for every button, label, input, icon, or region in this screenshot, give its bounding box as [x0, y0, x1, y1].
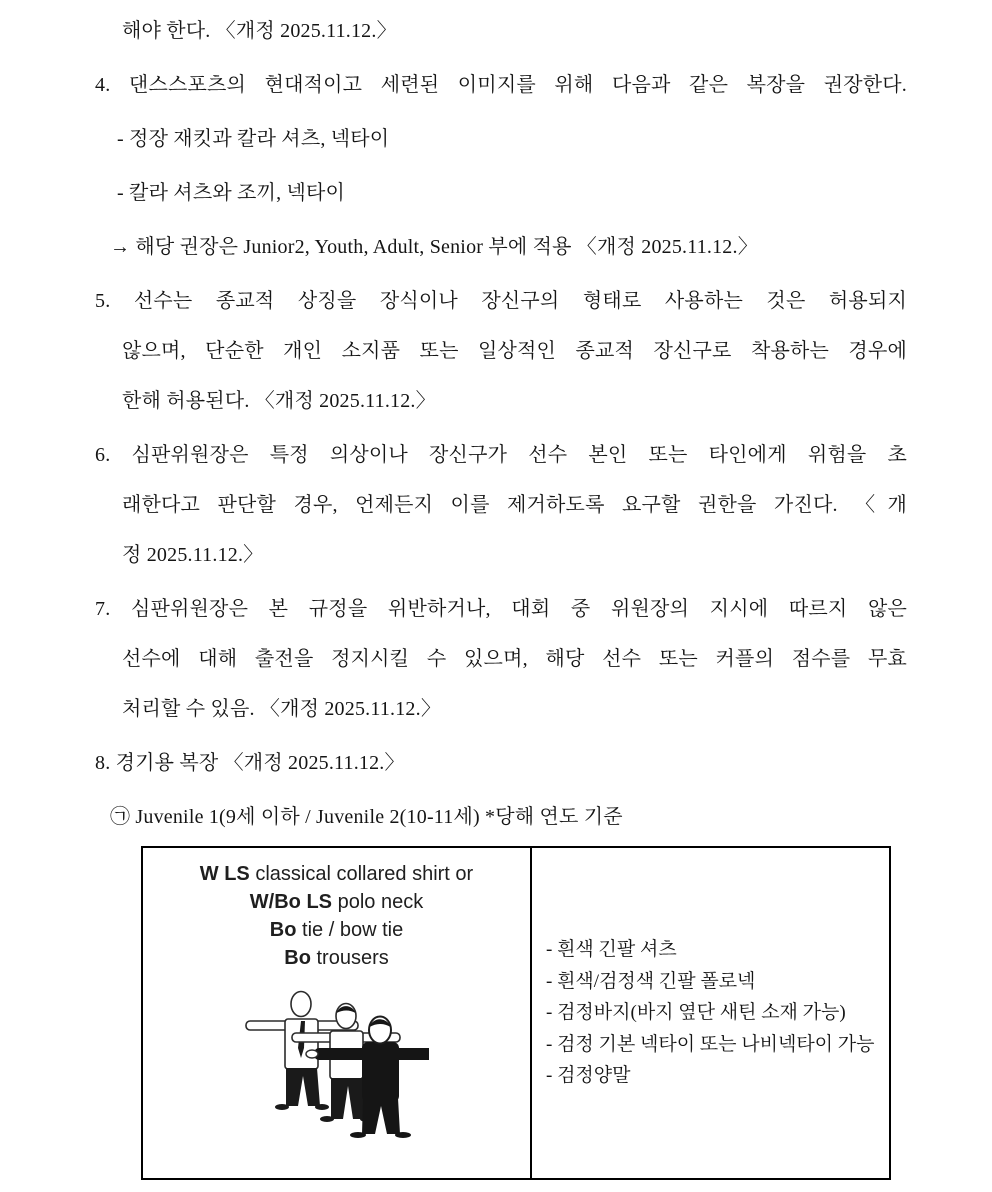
- dancers-figure-image: [244, 986, 429, 1143]
- clause-4-note: → 해당 권장은 Junior2, Youth, Adult, Senior 부에 적용 〈개정 2025.11.12.〉: [110, 236, 758, 258]
- clause-7-line-3: 처리할 수 있음. 〈개정 2025.11.12.〉: [122, 698, 442, 720]
- clause-6-line-2: 래한다고 판단할 경우, 언제든지 이를 제거하도록 요구할 권한을 가진다. 〈개: [122, 494, 907, 516]
- dress-code-cell-english: [143, 848, 532, 1178]
- spec-line-polo: W/Bo LS polo neck: [249, 891, 424, 913]
- korean-bullet-2: - 흰색/검정색 긴팔 폴로넥: [546, 970, 756, 992]
- clause-7-line-2: 선수에 대해 출전을 정지시킬 수 있으며, 해당 선수 또는 커플의 점수를 무효: [122, 648, 907, 670]
- spec-line-shirt: W LS classical collared shirt or: [199, 863, 474, 885]
- clause-8: 8. 경기용 복장 〈개정 2025.11.12.〉: [95, 752, 405, 774]
- clause-6-line-3: 정 2025.11.12.〉: [122, 544, 264, 566]
- korean-bullet-3: - 검정바지(바지 옆단 새틴 소재 가능): [546, 1002, 846, 1024]
- clause-7-line-1: 7. 심판위원장은 본 규정을 위반하거나, 대회 중 위원장의 지시에 따르지 않은: [95, 598, 907, 620]
- korean-bullet-4: - 검정 기본 넥타이 또는 나비넥타이 가능: [546, 1033, 875, 1055]
- juvenile-category-heading: ㉠ Juvenile 1(9세 이하 / Juvenile 2(10-11세) *당해 연도 기준: [110, 806, 623, 828]
- korean-bullet-5: - 검정양말: [546, 1065, 631, 1087]
- korean-bullet-1: - 흰색 긴팔 셔츠: [546, 939, 677, 961]
- spec-line-trousers: Bo trousers: [284, 947, 389, 969]
- clause-4-bullet-2: - 칼라 셔츠와 조끼, 넥타이: [117, 182, 346, 204]
- clause-4: 4. 댄스스포츠의 현대적이고 세련된 이미지를 위해 다음과 같은 복장을 권장한다.: [95, 74, 907, 96]
- clause-3-continuation: 해야 한다. 〈개정 2025.11.12.〉: [122, 20, 397, 42]
- clause-5-line-2: 않으며, 단순한 개인 소지품 또는 일상적인 종교적 장신구로 착용하는 경우에: [122, 340, 907, 362]
- dress-code-cell-korean: [532, 848, 889, 1178]
- clause-5-line-1: 5. 선수는 종교적 상징을 장식이나 장신구의 형태로 사용하는 것은 허용되지: [95, 290, 907, 312]
- spec-line-tie: Bo tie / bow tie: [269, 919, 404, 941]
- dress-code-table: [141, 846, 891, 1180]
- clause-6-line-1: 6. 심판위원장은 특정 의상이나 장신구가 선수 본인 또는 타인에게 위험을 초: [95, 444, 907, 466]
- clause-5-line-3: 한해 허용된다. 〈개정 2025.11.12.〉: [122, 390, 436, 412]
- clause-4-bullet-1: - 정장 재킷과 칼라 셔츠, 넥타이: [117, 128, 390, 150]
